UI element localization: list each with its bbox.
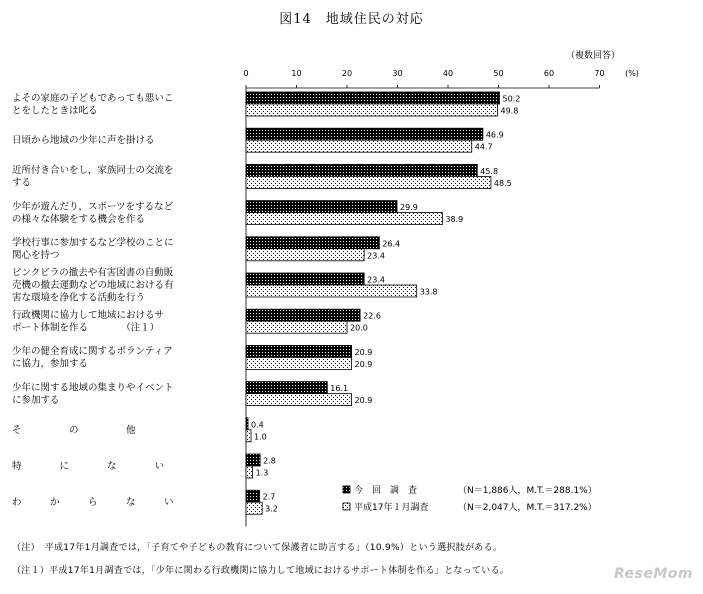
bar-2005-survey <box>246 466 253 478</box>
category-label: 日頃から地域の少年に声を掛ける <box>12 135 155 147</box>
bar-value-label: 20.0 <box>350 323 368 333</box>
bar-value-label: 16.1 <box>330 384 349 394</box>
bar-value-label: 1.0 <box>254 432 267 442</box>
bar-2005-survey <box>246 249 364 261</box>
x-tick-label: 20 <box>341 69 353 78</box>
category-label: ピンクビラの撤去や有害図書の自動販売機の撤去運動などの地域における有害な環境を浄化する活動を行う <box>12 267 174 304</box>
category-label: 行政機関に協力して地域におけるサポート体制を作る （注１） <box>12 309 165 334</box>
bar-value-label: 23.4 <box>367 251 385 261</box>
chart-title: 図14 地域住民の対応 <box>279 12 424 27</box>
multiple-answer-note: （複数回答） <box>565 51 620 61</box>
watermark-logo: ReseMom <box>613 566 693 582</box>
bar-2005-survey <box>246 430 251 442</box>
bar-2005-survey <box>246 104 497 116</box>
x-tick-label: 30 <box>392 69 403 78</box>
bar-2005-survey <box>246 394 352 406</box>
legend-series-name: 今 回 調 査 <box>354 486 418 496</box>
bar-current-survey <box>246 273 364 285</box>
legend-swatch <box>343 503 350 510</box>
bar-value-label: 49.8 <box>500 106 519 116</box>
bar-2005-survey <box>246 502 262 514</box>
bar-value-label: 33.8 <box>419 287 438 297</box>
bar-current-survey <box>246 454 260 466</box>
category-label: 少年の健全育成に関するボランティアに協力，参加する <box>12 346 173 370</box>
bar-value-label: 45.8 <box>480 166 499 176</box>
x-tick-label: 40 <box>442 69 454 78</box>
bar-value-label: 29.9 <box>399 203 418 213</box>
bar-value-label: 23.4 <box>367 275 385 285</box>
bar-2005-survey <box>246 285 417 297</box>
bar-2005-survey <box>246 357 352 369</box>
bar-2005-survey <box>246 321 347 333</box>
bar-current-survey <box>246 128 483 140</box>
legend-sample-info: （N＝2,047人，M.T.＝317.2%） <box>458 503 597 513</box>
x-tick-label: 50 <box>493 69 504 78</box>
category-labels <box>12 92 174 508</box>
category-label: 特 に な い <box>12 461 165 472</box>
bar-value-label: 50.2 <box>502 94 521 104</box>
bar-2005-survey <box>246 176 491 188</box>
bar-current-survey <box>246 201 397 213</box>
bar-2005-survey <box>246 140 472 152</box>
bar-current-survey <box>246 418 248 430</box>
x-tick-label: 10 <box>291 69 302 78</box>
bar-value-label: 38.9 <box>445 215 464 225</box>
bar-value-label: 3.2 <box>265 504 278 514</box>
bar-current-survey <box>246 382 327 394</box>
bar-2005-survey <box>246 213 442 225</box>
legend-sample-info: （N＝1,886人，M.T.＝288.1%） <box>458 486 597 496</box>
bar-value-label: 20.9 <box>354 396 373 406</box>
bar-value-label: 44.7 <box>474 142 493 152</box>
bar-value-label: 46.9 <box>485 130 504 140</box>
x-tick-label: 0 <box>243 69 249 78</box>
x-tick-label: 60 <box>543 69 555 78</box>
legend-swatch <box>343 486 350 493</box>
bar-current-survey <box>246 164 477 176</box>
bar-value-label: 26.4 <box>382 239 401 249</box>
bar-current-survey <box>246 92 500 104</box>
bar-value-label: 20.9 <box>354 359 373 369</box>
footnote-1: （注） 平成17年1月調査では，「子育てや子どもの教育について保護者に助言する」（10.9%）という選択肢がある。 <box>12 543 503 553</box>
footnote-2: （注１）平成17年1月調査では，「少年に関わる行政機関に協力して地域におけるサポート体制を作る」となっている。 <box>12 566 510 576</box>
bars <box>246 92 520 514</box>
category-label: 少年が遊んだり，スポーツをするなどの様々な体験をする機会を作る <box>12 201 174 225</box>
category-label: よその家庭の子どもであっても悪いことをしたときは叱る <box>12 92 174 117</box>
bar-value-label: 48.5 <box>493 178 512 188</box>
bar-value-label: 1.3 <box>255 468 269 478</box>
category-label: 学校行事に参加するなど学校のことに関心を持つ <box>12 237 174 262</box>
x-unit-label: (%) <box>625 69 639 78</box>
bar-current-survey <box>246 237 379 249</box>
bar-value-label: 0.4 <box>251 420 264 430</box>
legend <box>343 484 597 513</box>
bar-value-label: 20.9 <box>354 347 373 357</box>
category-label: 近所付き合いをし，家族同士の交流をする <box>12 165 174 189</box>
bar-current-survey <box>246 345 352 357</box>
category-label: そ の 他 <box>12 424 136 436</box>
category-label: わ か ら な い <box>12 497 174 509</box>
bar-value-label: 2.7 <box>262 492 276 502</box>
bar-current-survey <box>246 490 260 502</box>
category-label: 少年に関する地域の集まりやイベントに参加する <box>12 382 174 406</box>
legend-series-name: 平成17年１月調査 <box>354 503 429 513</box>
bar-value-label: 22.6 <box>363 311 381 321</box>
bar-value-label: 2.8 <box>263 456 276 466</box>
bar-current-survey <box>246 309 360 321</box>
x-tick-label: 70 <box>594 69 605 78</box>
